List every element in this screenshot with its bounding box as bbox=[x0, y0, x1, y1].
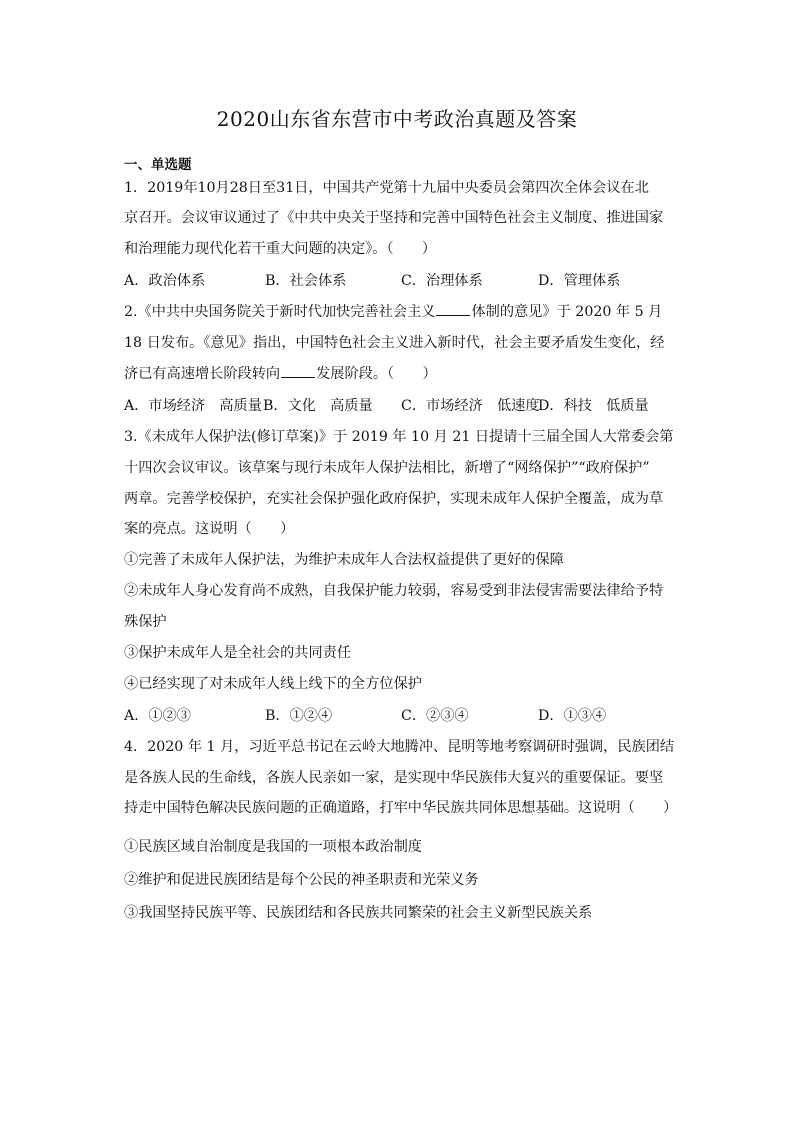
q2-option-b: B．文化 高质量 bbox=[263, 398, 373, 414]
q2-line-3 bbox=[124, 363, 437, 383]
q3-option-b: B．①②④ bbox=[265, 708, 333, 724]
q3-statement-2: ②未成年人身心发育尚不成熟，自我保护能力较弱，容易受到非法侵害需要法律给予特 bbox=[124, 583, 664, 599]
q1-line-1: 1．2019年10月28日至31日，中国共产党第十九届中央委员会第四次全体会议在北 bbox=[124, 180, 649, 196]
q3-line-1: 3.《未成年人保护法(修订草案)》于 2019 年 10 月 21 日提请十三届全国人大常委会第 bbox=[124, 429, 674, 445]
q3-line-3: 两章。完善学校保护，充实社会保护强化政府保护，实现未成年人保护全覆盖，成为草 bbox=[124, 491, 664, 507]
q3-line-2: 十四次会议审议。该草案与现行未成年人保护法相比，新增了“网络保护”“政府保护” bbox=[124, 460, 650, 476]
q4-line-2: 是各族人民的生命线，各族人民亲如一家，是实现中华民族伟大复兴的重要保证。要坚 bbox=[124, 770, 664, 786]
q4-statement-2: ②维护和促进民族团结是每个公民的神圣职责和光荣义务 bbox=[124, 872, 479, 888]
q4-statement-1: ①民族区域自治制度是我国的一项根本政治制度 bbox=[124, 839, 422, 855]
q4-statement-3: ③我国坚持民族平等、民族团结和各民族共同繁荣的社会主义新型民族关系 bbox=[124, 905, 593, 921]
q3-option-a: A．①②③ bbox=[124, 708, 191, 724]
q1-option-d: D．管理体系 bbox=[538, 273, 621, 289]
q2-option-a: A．市场经济 高质量 bbox=[124, 398, 262, 414]
q2-option-c: C．市场经济 低速度 bbox=[401, 398, 540, 414]
q1-line-2: 京召开。会议审议通过了《中共中央关于坚持和完善中国特色社会主义制度、推进国家 bbox=[124, 210, 664, 226]
q3-option-d: D．①③④ bbox=[538, 708, 607, 724]
q2-blank-1 bbox=[436, 303, 470, 316]
q4-line-3: 持走中国特色解决民族问题的正确道路，打牢中华民族共同体思想基础。这说明（ ） bbox=[124, 800, 678, 816]
q3-statement-3: ③保护未成年人是全社会的共同责任 bbox=[124, 645, 352, 661]
q1-option-a: A．政治体系 bbox=[124, 273, 206, 289]
q2-line-3-text-b: 发展阶段。（ ） bbox=[316, 366, 437, 382]
q4-line-1: 4．2020 年 1 月，习近平总书记在云岭大地腾冲、昆明等地考察调研时强调，民族团结 bbox=[124, 739, 675, 755]
section-heading: 一、单选题 bbox=[124, 157, 192, 173]
q3-statement-1: ①完善了未成年人保护法，为维护未成年人合法权益提供了更好的保障 bbox=[124, 552, 564, 568]
q2-line-3-text-a: 济已有高速增长阶段转向 bbox=[124, 366, 281, 382]
q2-line-1 bbox=[124, 301, 662, 321]
q3-statement-2-cont: 殊保护 bbox=[124, 614, 167, 630]
q2-line-2: 18 日发布。《意见》指出，中国特色社会主义进入新时代，社会主要矛盾发生变化，经 bbox=[124, 335, 665, 351]
q2-blank-2 bbox=[281, 365, 315, 378]
q1-line-3: 和治理能力现代化若干重大问题的决定》。（ ） bbox=[124, 241, 437, 257]
q2-option-d: D．科技 低质量 bbox=[538, 398, 649, 414]
q2-line-1-text-b: 体制的意见》于 2020 年 5 月 bbox=[471, 304, 663, 320]
q3-option-c: C．②③④ bbox=[401, 708, 469, 724]
q1-option-c: C．治理体系 bbox=[401, 273, 483, 289]
q3-line-4: 案的亮点。这说明（ ） bbox=[124, 521, 295, 537]
document-title: 2020山东省东营市中考政治真题及答案 bbox=[216, 107, 578, 131]
q3-statement-4: ④已经实现了对未成年人线上线下的全方位保护 bbox=[124, 676, 422, 692]
q1-option-b: B．社会体系 bbox=[265, 273, 347, 289]
q2-line-1-text-a: 2.《中共中央国务院关于新时代加快完善社会主义 bbox=[124, 304, 436, 320]
